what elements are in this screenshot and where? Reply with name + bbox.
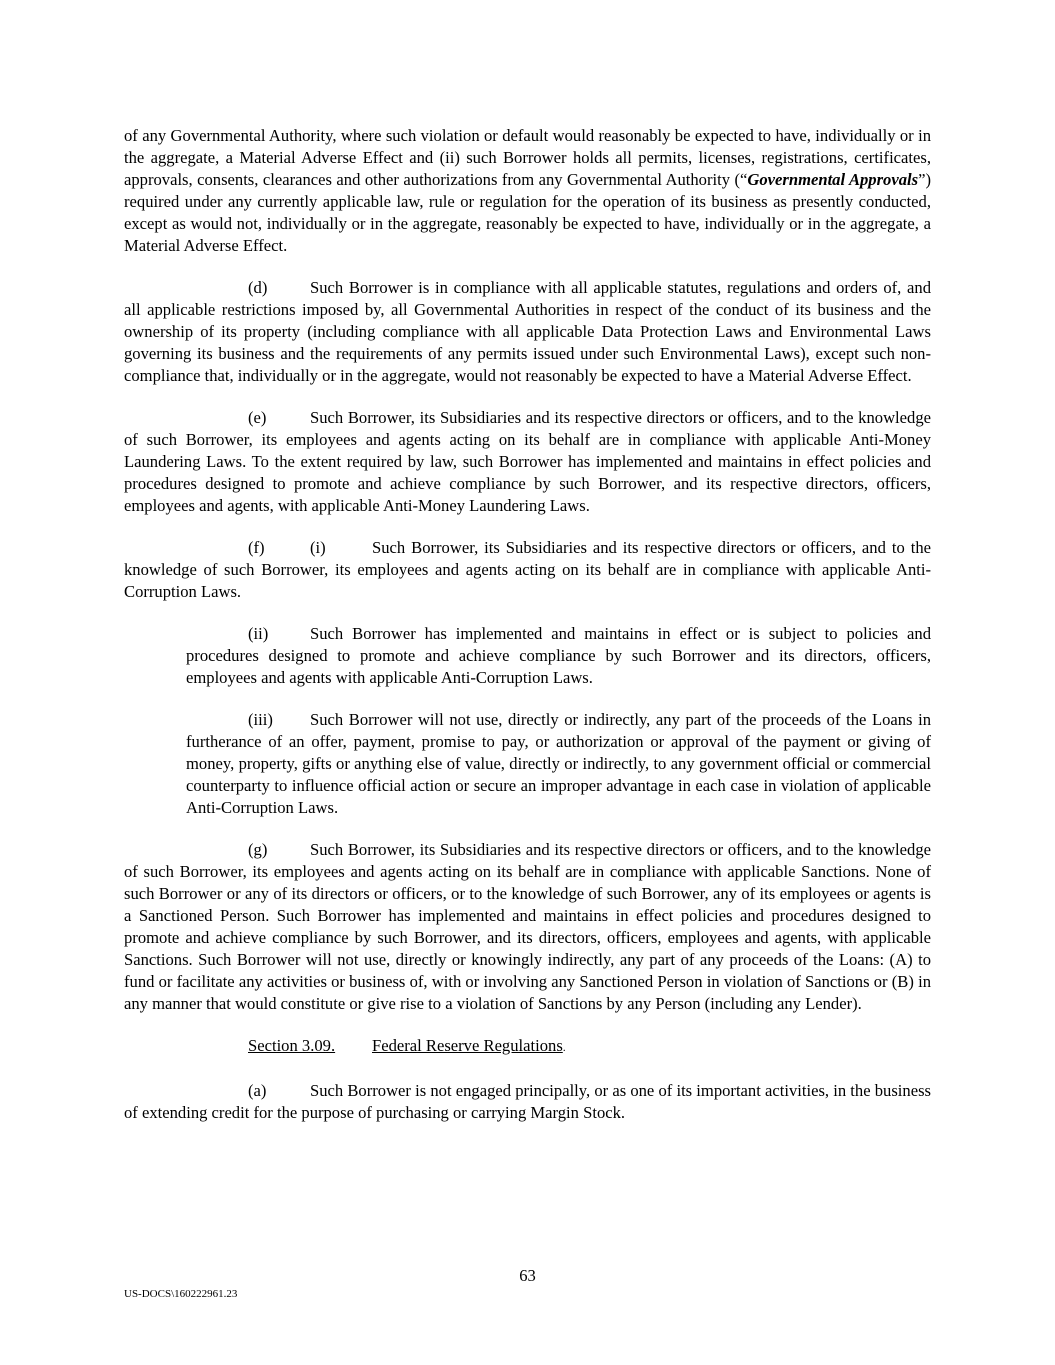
document-body xyxy=(124,125,931,1144)
sub-clause-number: (iii) xyxy=(248,710,273,730)
clause-a xyxy=(124,1080,931,1124)
section-title: Federal Reserve Regulations xyxy=(372,1036,563,1056)
clause-f xyxy=(124,537,931,603)
continuation-text-a: of any Governmental Authority, where such violation or default would reasonably be expected to have, individually or in the aggregate, a Material Adverse Effect and (ii) such Borrower holds all permits, licenses, registrations, certificates, approvals, consents, clearances and other authorizations from any Governmental Authority (“ xyxy=(124,126,931,189)
clause-number: (g) xyxy=(248,840,268,860)
sub-clause-number: (i) xyxy=(310,538,326,557)
continuation-paragraph xyxy=(124,125,931,256)
clause-text: Such Borrower, its Subsidiaries and its respective directors or officers, and to the knowledge of such Borrower, its employees and agents acting on its behalf are in compliance with applicable Anti-Corruption Laws. xyxy=(124,538,931,601)
defined-term: Governmental Approvals xyxy=(747,169,919,189)
section-title-period: . xyxy=(562,1040,566,1055)
clause-text: Such Borrower, its Subsidiaries and its respective directors or officers, and to the knowledge of such Borrower, its employees and agents acting on its behalf are in compliance with applicable Sanctions. None of such Borrower or any of its directors or officers, or to the knowledge of such Borrower, any of its employees or agents is a Sanctioned Person. Such Borrower has implemented and maintains in effect policies and procedures designed to promote and achieve compliance by such Borrower, and its directors, officers, employees and agents, with applicable Sanctions. Such Borrower will not use, directly or knowingly indirectly, any part of any proceeds of the Loans: (A) to fund or facilitate any activities or business of, with or involving any Sanctioned Person in violation of Sanctions or (B) in any manner that would constitute or give rise to a violation of Sanctions by any Person (including any Lender). xyxy=(124,840,931,1013)
clause-text: Such Borrower is in compliance with all applicable statutes, regulations and orders of, and all applicable restrictions imposed by, all Governmental Authorities in respect of the conduct of its business and the ownership of its property (including compliance with all applicable Data Protection Laws and Environmental Laws governing its business and the requirements of any permits issued under such Environmental Laws), except such non-compliance that, individually or in the aggregate, would not reasonably be expected to have a Material Adverse Effect. xyxy=(124,277,931,385)
continuation-text-b: ”) required under any currently applicable law, rule or regulation for the operation of its business as presently conducted, except as would not, individually or in the aggregate, reasonably be expected to have, individually or in the aggregate, a Material Adverse Effect. xyxy=(124,169,931,255)
clause-number: (e) xyxy=(248,407,267,427)
clause-d xyxy=(124,277,931,387)
clause-f-iii xyxy=(186,709,931,819)
page-number: 63 xyxy=(519,1266,536,1285)
sub-clause-number: (ii) xyxy=(248,624,269,644)
clause-number: (d) xyxy=(248,277,268,297)
clause-number: (a) xyxy=(248,1080,267,1100)
clause-text: Such Borrower, its Subsidiaries and its respective directors or officers, and to the knowledge of such Borrower, its employees and agents acting on its behalf are in compliance with applicable Anti-Money Laundering Laws. To the extent required by law, such Borrower has implemented and maintains in effect policies and procedures designed to promote and achieve compliance by such Borrower, and its respective directors, officers, employees and agents, with applicable Anti-Money Laundering Laws. xyxy=(124,407,931,515)
clause-e xyxy=(124,407,931,517)
clause-number: (f) xyxy=(248,538,265,557)
clause-text: Such Borrower will not use, directly or indirectly, any part of the proceeds of the Loans in furtherance of an offer, payment, promise to pay, or authorization or approval of the payment or giving of money, property, gifts or anything else of value, directly or indirectly, to any government official or commercial counterparty to influence official action or secure an improper advantage in each case in violation of applicable Anti-Corruption Laws. xyxy=(186,710,931,818)
clause-text: Such Borrower has implemented and maintains in effect or is subject to policies and procedures designed to promote and achieve compliance by such Borrower and its directors, officers, employees and agents with applicable Anti-Corruption Laws. xyxy=(186,624,931,688)
clause-f-ii xyxy=(186,623,931,689)
clause-text: Such Borrower is not engaged principally, or as one of its important activities, in the business of extending credit for the purpose of purchasing or carrying Margin Stock. xyxy=(124,1080,931,1122)
clause-g xyxy=(124,839,931,1014)
section-heading xyxy=(124,1035,931,1059)
document-id: US-DOCS\160222961.23 xyxy=(124,1288,238,1300)
section-number: Section 3.09. xyxy=(248,1036,336,1056)
